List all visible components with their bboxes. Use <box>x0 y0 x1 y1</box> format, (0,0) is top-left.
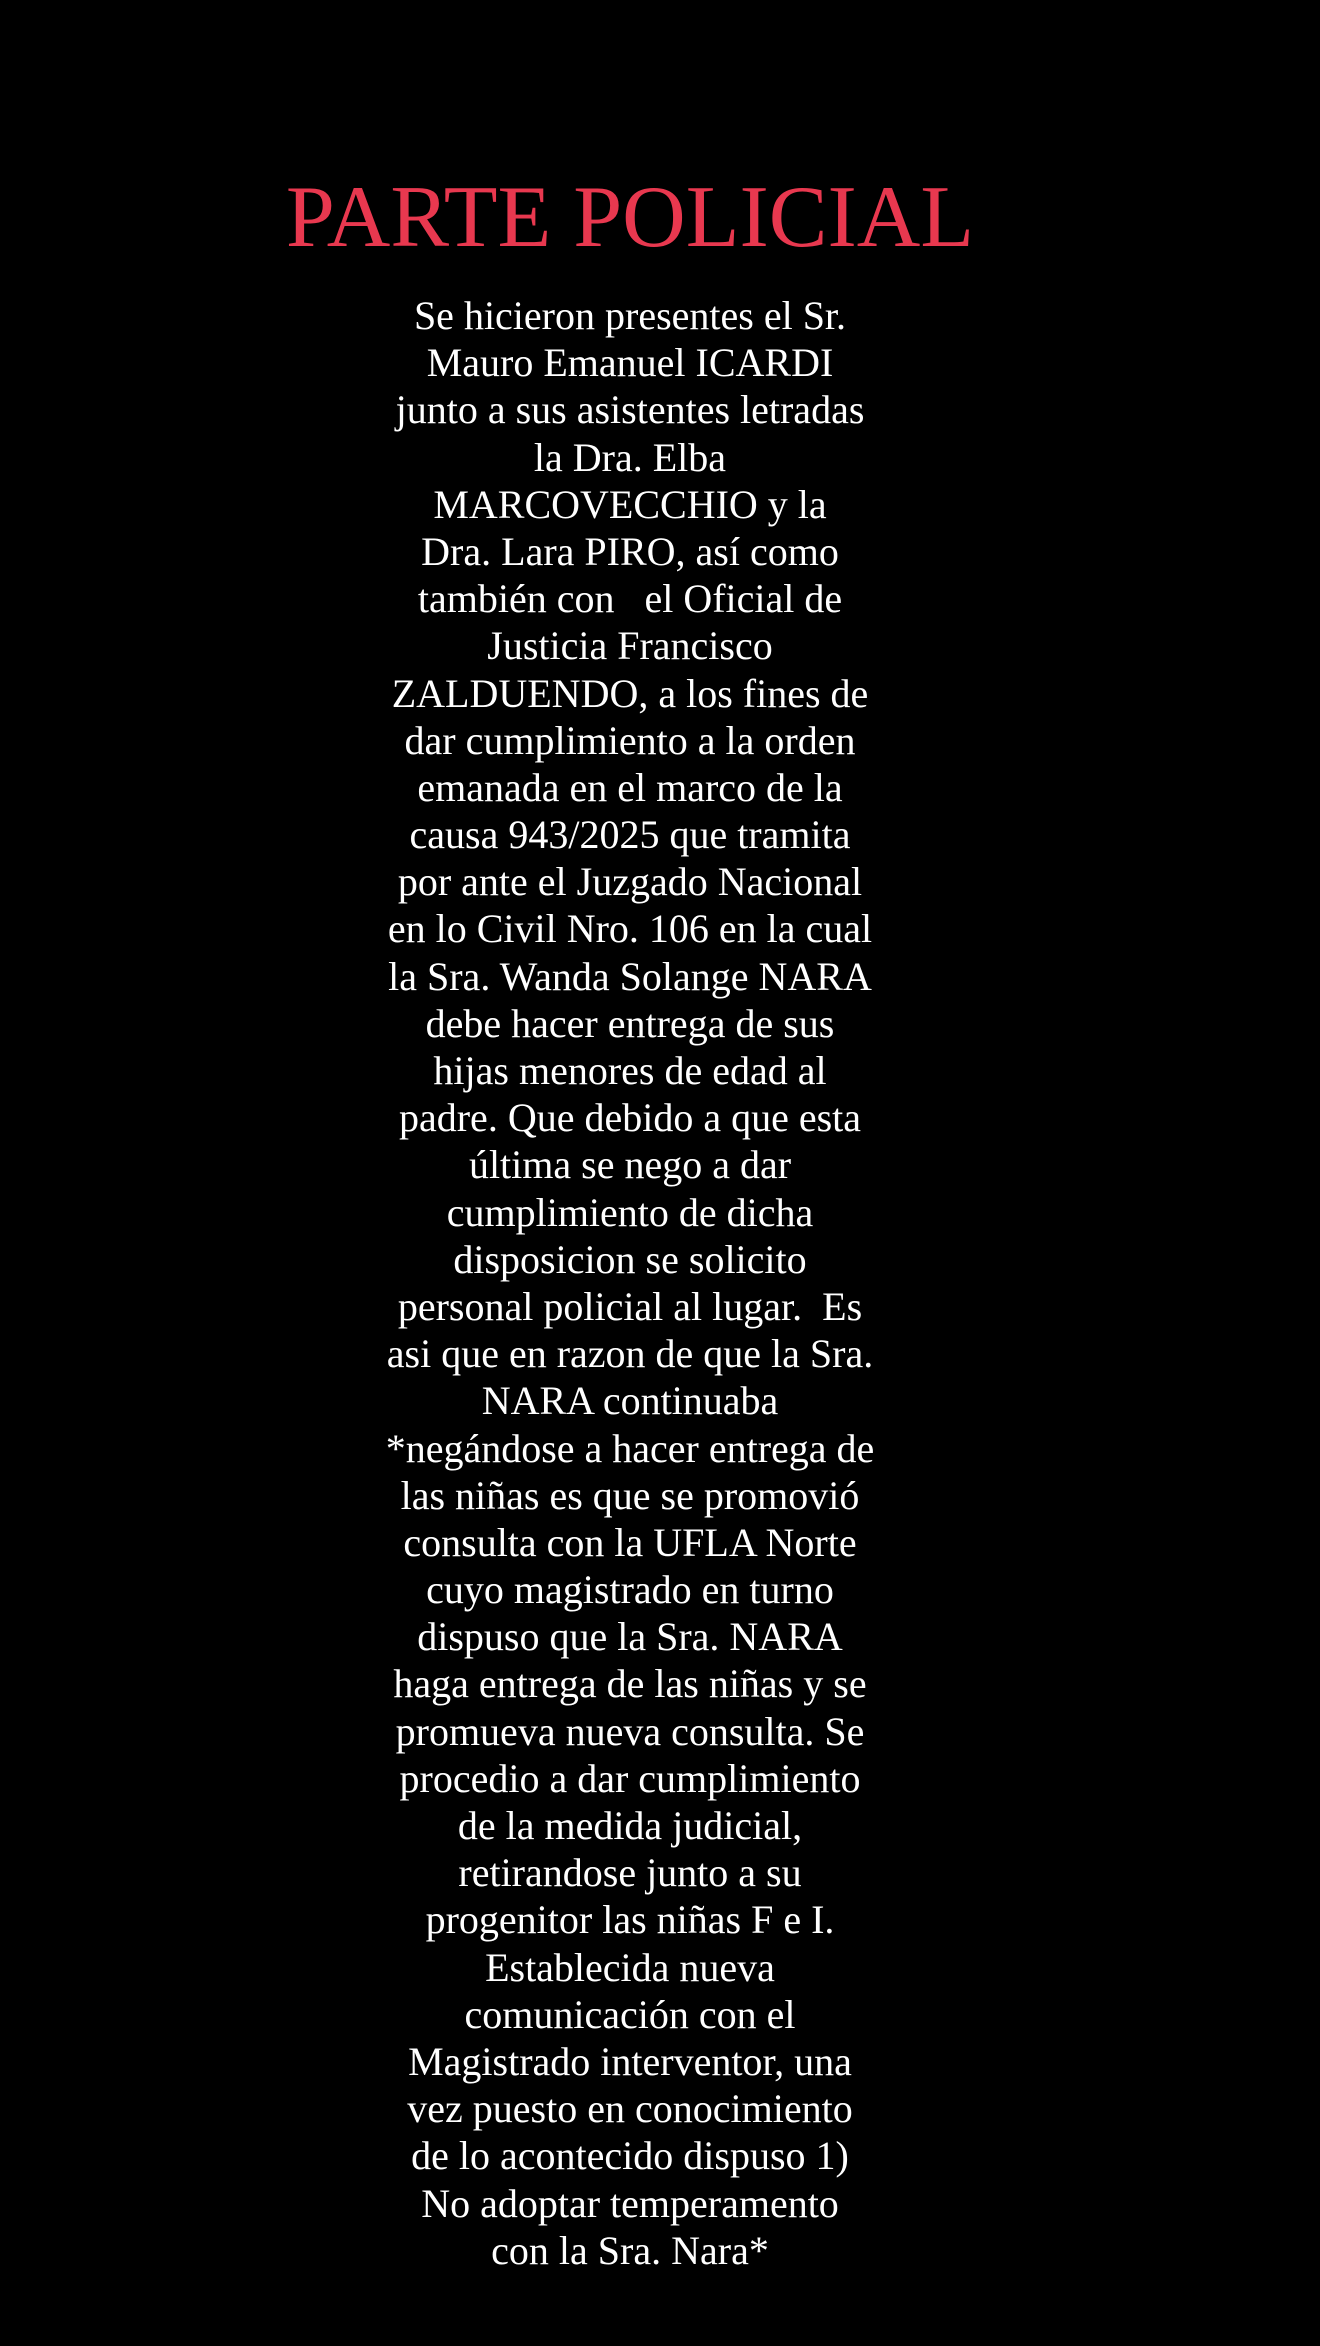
body-line: Magistrado interventor, una <box>408 2038 852 2084</box>
body-line: las niñas es que se promovió <box>400 1472 860 1518</box>
body-line: Se hicieron presentes el Sr. <box>413 293 847 338</box>
body-line: por ante el Juzgado Nacional <box>397 859 863 905</box>
body-line: padre. Que debido a que esta <box>398 1095 862 1141</box>
body-line: MARCOVECCHIO y la <box>433 481 827 527</box>
body-line: ZALDUENDO, a los fines de <box>391 670 869 716</box>
body-line: también con el Oficial de <box>417 576 843 622</box>
body-line: retirandose junto a su <box>458 1850 802 1896</box>
body-line: progenitor las niñas F e I. <box>425 1897 835 1943</box>
body-line: de lo acontecido dispuso 1) <box>411 2133 849 2179</box>
body-line: debe hacer entrega de sus <box>425 1000 835 1046</box>
body-line: dispuso que la Sra. NARA <box>417 1614 843 1660</box>
body-line: Establecida nueva <box>485 1944 775 1990</box>
body-line: cumplimiento de dicha <box>446 1189 814 1235</box>
body-line: en lo Civil Nro. 106 en la cual <box>387 906 873 952</box>
body-line: última se nego a dar <box>468 1142 792 1188</box>
body-line: asi que en razon de que la Sra. <box>386 1331 874 1377</box>
document-title: PARTE POLICIAL <box>285 169 975 266</box>
body-line: No adoptar temperamento <box>421 2180 839 2226</box>
body-line: *negándose a hacer entrega de <box>385 1425 875 1471</box>
body-line: vez puesto en conocimiento <box>407 2086 853 2132</box>
body-line: con la Sra. Nara* <box>491 2227 769 2273</box>
body-line: la Sra. Wanda Solange NARA <box>388 953 872 999</box>
body-line: Dra. Lara PIRO, así como <box>421 528 839 574</box>
body-line: procedio a dar cumplimiento <box>399 1755 861 1801</box>
body-line: haga entrega de las niñas y se <box>393 1661 867 1707</box>
body-line: consulta con la UFLA Norte <box>403 1519 857 1565</box>
body-line: NARA continuaba <box>481 1378 779 1424</box>
body-line: hijas menores de edad al <box>433 1048 827 1093</box>
body-line: la Dra. Elba <box>533 434 727 480</box>
body-line: de la medida judicial, <box>457 1803 803 1848</box>
body-line: dar cumplimiento a la orden <box>404 717 856 763</box>
body-line: junto a sus asistentes letradas <box>395 387 865 433</box>
document-body <box>300 292 960 2274</box>
body-line: promueva nueva consulta. Se <box>395 1708 865 1754</box>
body-line: emanada en el marco de la <box>417 764 843 810</box>
body-line: personal policial al lugar. Es <box>397 1283 863 1329</box>
body-line: causa 943/2025 que tramita <box>409 812 851 858</box>
body-line: comunicación con el <box>464 1991 796 2037</box>
body-line: Mauro Emanuel ICARDI <box>426 340 834 386</box>
body-line: cuyo magistrado en turno <box>426 1567 834 1613</box>
body-line: Justicia Francisco <box>487 623 773 669</box>
body-line: disposicion se solicito <box>453 1236 807 1282</box>
